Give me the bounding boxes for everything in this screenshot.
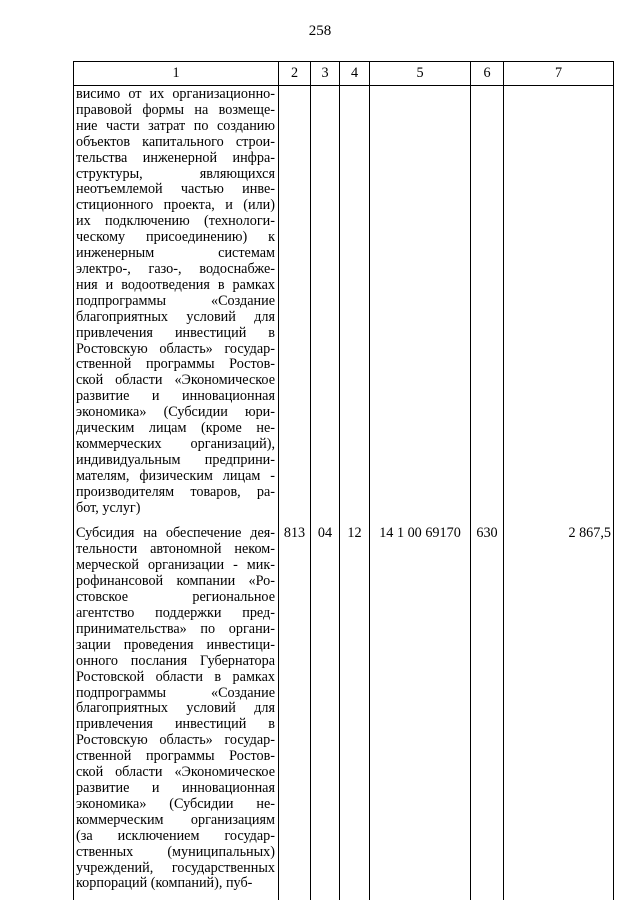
text-line: Субсидия на обеспечение дея- — [76, 525, 275, 542]
amount-cell — [504, 86, 614, 523]
column-header-4: 4 — [340, 62, 370, 86]
text-line: подпрограммы «Создание — [76, 684, 275, 701]
text-line: принимательства» по органи- — [76, 620, 275, 637]
text-line: зации проведения инвестици- — [76, 636, 275, 653]
text-line: стиционного проекта, и (или) — [76, 197, 275, 214]
text-line: мерческой организации - мик- — [76, 557, 275, 574]
section-cell — [311, 86, 340, 523]
expense-type-cell — [471, 86, 504, 523]
text-line: благоприятных условий для — [76, 700, 275, 717]
ved-cell: 813 — [279, 522, 311, 900]
text-line: коммерческим организациям — [76, 811, 275, 828]
text-line: структуры, являющихся — [76, 165, 275, 182]
column-header-3: 3 — [311, 62, 340, 86]
text-line: экономика» (Субсидии юри- — [76, 404, 275, 421]
text-line: стовское региональное — [76, 589, 275, 606]
expense-type-cell: 630 — [471, 522, 504, 900]
column-header-6: 6 — [471, 62, 504, 86]
text-line: привлечения инвестиций в — [76, 716, 275, 733]
ved-cell — [279, 86, 311, 523]
text-line: мателям, физическим лицам - — [76, 467, 275, 484]
target-article-cell — [370, 86, 471, 523]
text-line: Ростовской области в рамках — [76, 668, 275, 685]
text-line: рофинансовой компании «Ро- — [76, 573, 275, 590]
section-cell: 04 — [311, 522, 340, 900]
text-line: неотъемлемой частью инве- — [76, 181, 275, 198]
text-line: корпораций (компаний), пуб- — [76, 875, 253, 892]
text-line: коммерческих организаций), — [76, 435, 275, 452]
row-name-cell — [74, 86, 279, 523]
text-line: ния и водоотведения в рамках — [76, 276, 275, 293]
text-line: подпрограммы «Создание — [76, 292, 275, 309]
table-row — [74, 86, 614, 523]
amount-cell: 2 867,5 — [504, 522, 614, 900]
budget-table — [73, 61, 614, 900]
subsection-cell — [340, 86, 370, 523]
column-header-7: 7 — [504, 62, 614, 86]
text-line: ние части затрат по созданию — [76, 117, 275, 134]
text-line: учреждений, государственных — [76, 859, 275, 876]
text-line: ственных (муниципальных) — [76, 843, 275, 860]
text-line: Ростовскую область» государ- — [76, 340, 275, 357]
text-line: электро-, газо-, водоснабже- — [76, 260, 275, 277]
text-line: ской области «Экономическое — [76, 764, 275, 781]
table-row — [74, 522, 614, 900]
text-line: онного послания Губернатора — [76, 652, 275, 669]
text-line: производителям товаров, ра- — [76, 483, 275, 500]
text-line: благоприятных условий для — [76, 308, 275, 325]
target-article-cell: 14 1 00 69170 — [370, 522, 471, 900]
text-line: инженерным системам — [76, 245, 275, 262]
text-line: бот, услуг) — [76, 499, 141, 516]
text-line: экономика» (Субсидии не- — [76, 795, 275, 812]
text-line: развитие и инновационная — [76, 388, 275, 405]
text-line: тельства инженерной инфра- — [76, 149, 275, 166]
page-number: 258 — [308, 23, 332, 39]
table-header-row — [74, 62, 614, 86]
text-line: Ростовскую область» государ- — [76, 732, 275, 749]
column-header-1: 1 — [74, 62, 279, 86]
text-line: правовой формы на возмеще- — [76, 101, 275, 118]
column-header-5: 5 — [370, 62, 471, 86]
column-header-2: 2 — [279, 62, 311, 86]
text-line: их подключению (технологи- — [76, 213, 275, 230]
text-line: агентство поддержки пред- — [76, 605, 275, 621]
text-line: ственной программы Ростов- — [76, 356, 275, 373]
row-name-cell — [74, 522, 279, 900]
subsection-cell: 12 — [340, 522, 370, 900]
text-line: тельности автономной неком- — [76, 541, 275, 558]
text-line: ческому присоединению) к — [76, 229, 275, 246]
text-line: висимо от их организационно- — [76, 86, 275, 102]
text-line: индивидуальным предприни- — [76, 451, 275, 468]
text-line: дическим лицам (кроме не- — [76, 420, 275, 437]
text-line: развитие и инновационная — [76, 779, 275, 796]
text-line: ской области «Экономическое — [76, 372, 275, 389]
text-line: (за исключением государ- — [76, 827, 275, 844]
text-line: ственной программы Ростов- — [76, 748, 275, 765]
text-line: объектов капитального строи- — [76, 133, 275, 150]
text-line: привлечения инвестиций в — [76, 324, 275, 341]
